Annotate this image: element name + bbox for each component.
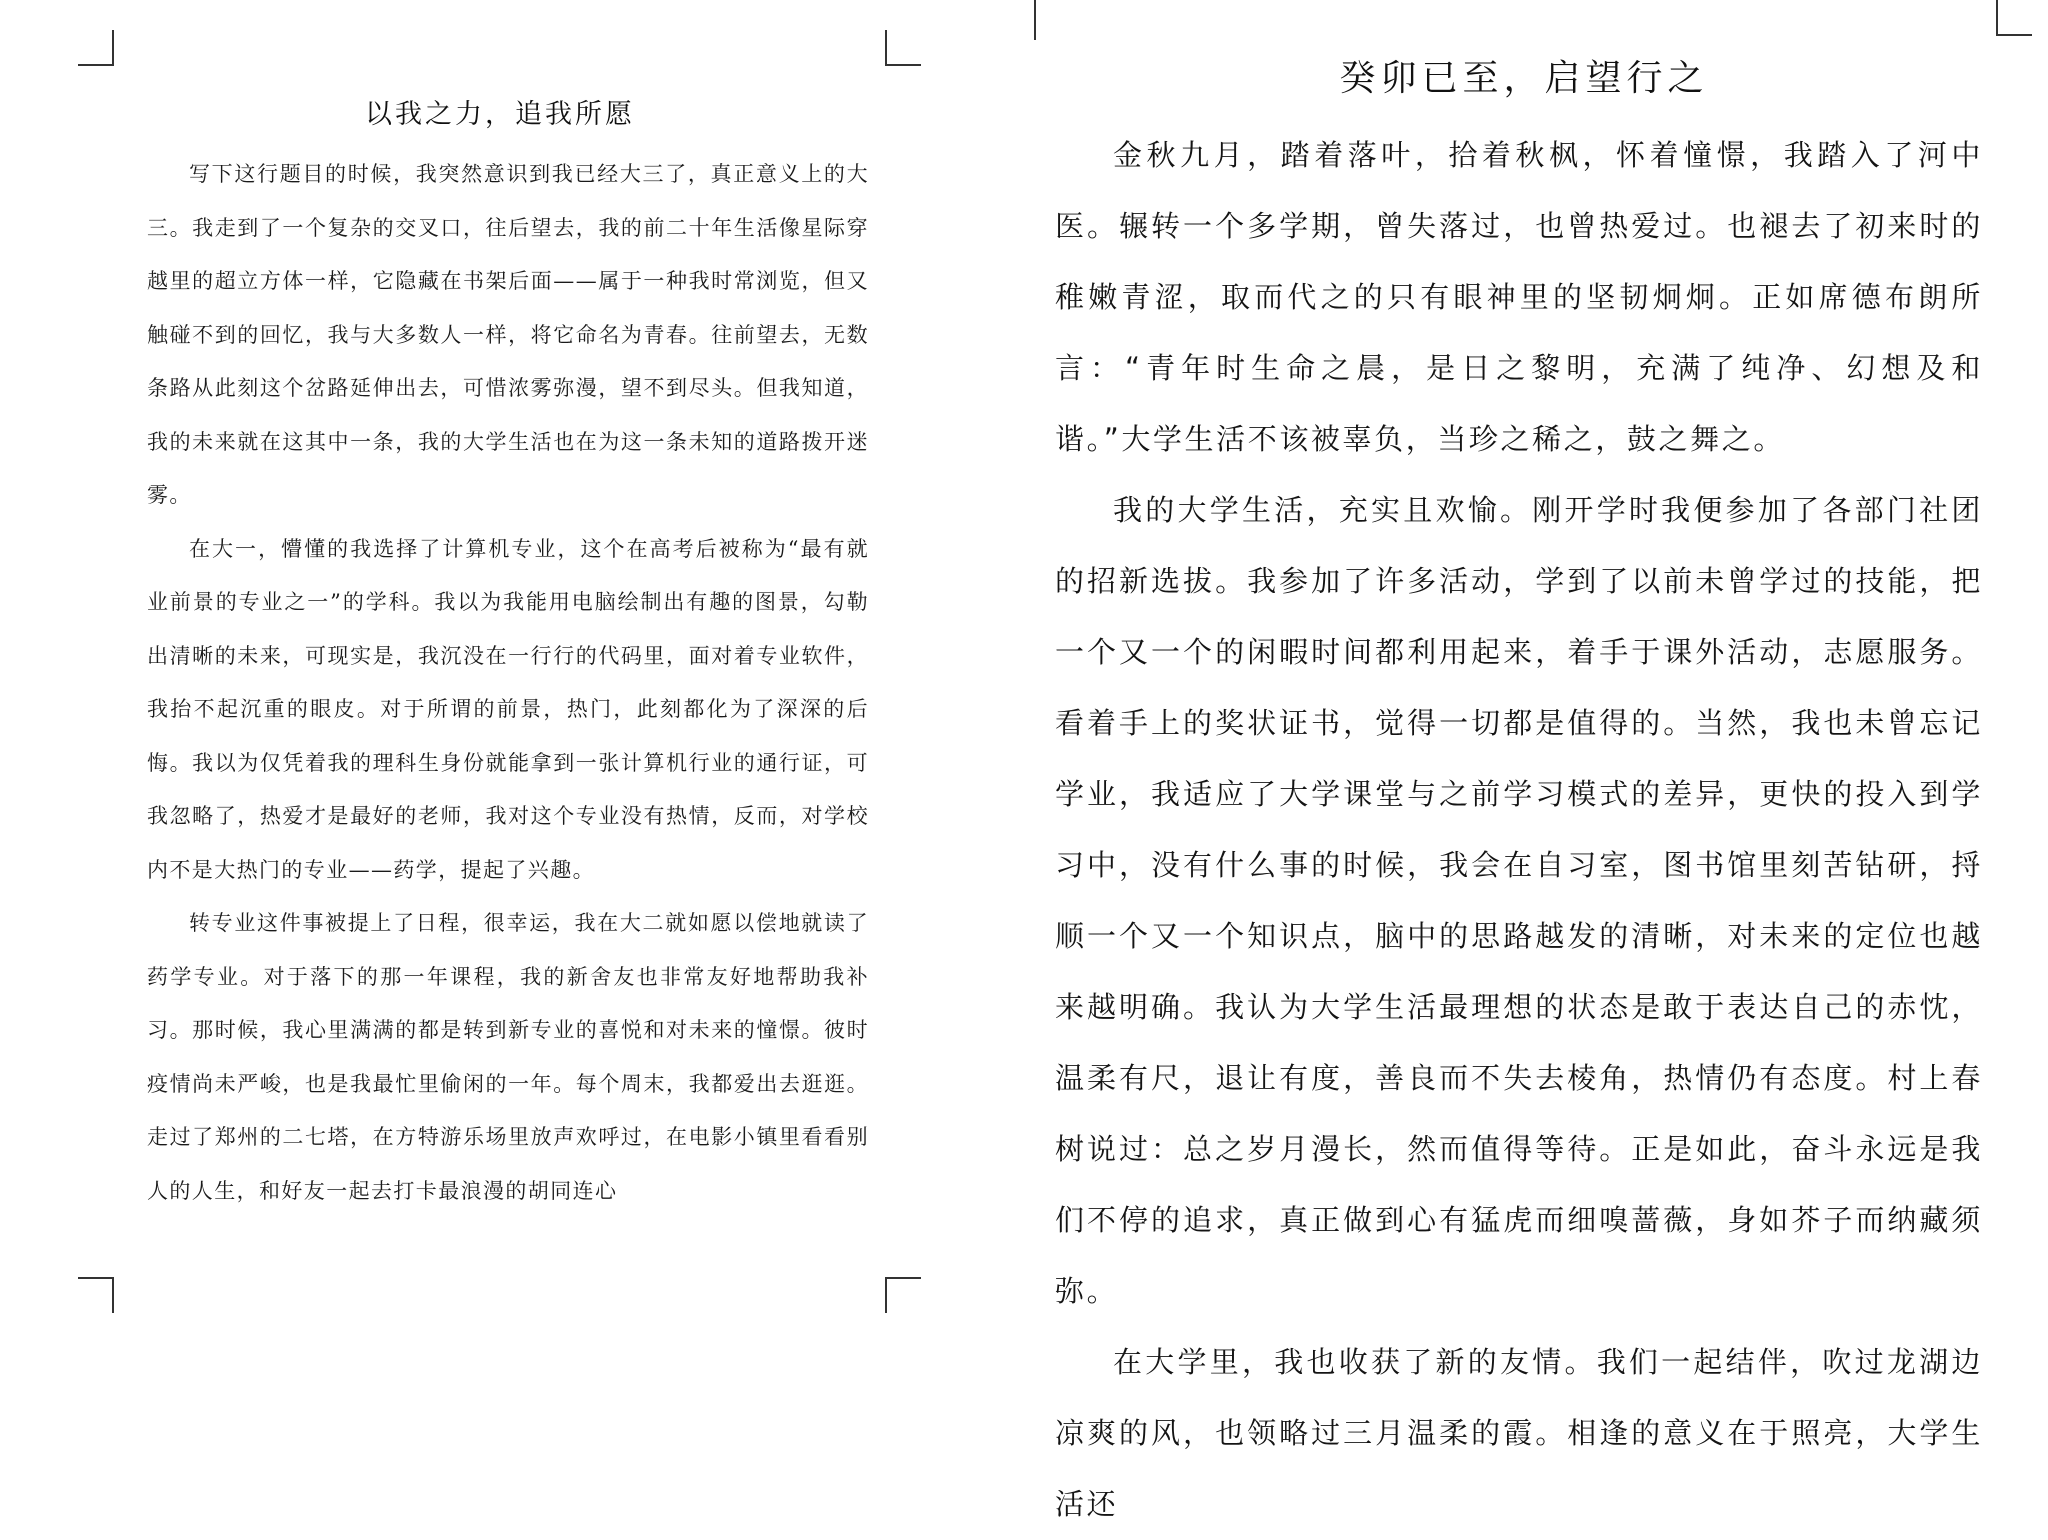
- crop-mark-bottom-left: [78, 1277, 114, 1313]
- crop-mark-top-right: [1996, 0, 2032, 36]
- left-page-title: 以我之力，追我所愿: [365, 99, 635, 130]
- left-paragraph-3: 转专业这件事被提上了日程，很幸运，我在大二就如愿以偿地就读了药学专业。对于落下的那一年课程，我的新舍友也非常友好地帮助我补习。那时候，我心里满满的都是转到新专业的喜悦和对未来的憧憬。彼时疫情尚未严峻，也是我最忙里偷闲的一年。每个周末，我都爱出去逛逛。走过了郑州的二七塔，在方特游乐场里放声欢呼过，在电影小镇里看看别人的人生，和好友一起去打卡最浪漫的胡同连心: [147, 911, 869, 1203]
- crop-mark-top-left: [78, 30, 114, 66]
- crop-mark-top-left: [1000, 0, 1036, 40]
- right-paragraph-2: 我的大学生活，充实且欢愉。刚开学时我便参加了各部门社团的招新选拔。我参加了许多活动，学到了以前未曾学过的技能，把一个又一个的闲暇时间都利用起来，着手于课外活动，志愿服务。看着手上的奖状证书，觉得一切都是值得的。当然，我也未曾忘记学业，我适应了大学课堂与之前学习模式的差异，更快的投入到学习中，没有什么事的时候，我会在自习室，图书馆里刻苦钻研，捋顺一个又一个知识点，脑中的思路越发的清晰，对未来的定位也越来越明确。我认为大学生活最理想的状态是敢于表达自己的赤忱，温柔有尺，退让有度，善良而不失去棱角，热情仍有态度。村上春树说过：总之岁月漫长，然而值得等待。正是如此，奋斗永远是我们不停的追求，真正做到心有猛虎而细嗅蔷薇，身如芥子而纳藏须弥。: [1055, 493, 1983, 1308]
- right-page-title: 癸卯已至，启望行之: [1339, 58, 1709, 99]
- right-paragraph-1: 金秋九月，踏着落叶，拾着秋枫，怀着憧憬，我踏入了河中医。辗转一个多学期，曾失落过，也曾热爱过。也褪去了初来时的稚嫩青涩，取而代之的只有眼神里的坚韧炯炯。正如席德布朗所言：“青年时生命之晨，是日之黎明，充满了纯净、幻想及和谐。”大学生活不该被辜负，当珍之稀之，鼓之舞之。: [1055, 138, 1983, 456]
- crop-mark-bottom-right: [885, 1277, 921, 1313]
- right-document-page: [1000, 0, 2048, 1521]
- left-document-page: [0, 0, 1000, 1365]
- right-paragraph-3: 在大学里，我也收获了新的友情。我们一起结伴，吹过龙湖边凉爽的风，也领略过三月温柔的霞。相逢的意义在于照亮，大学生活还: [1055, 1345, 1983, 1521]
- right-page-body: [1055, 120, 1983, 1540]
- left-page-body: [147, 148, 869, 1218]
- left-paragraph-2: 在大一，懵懂的我选择了计算机专业，这个在高考后被称为“最有就业前景的专业之一”的学科。我以为我能用电脑绘制出有趣的图景，勾勒出清晰的未来，可现实是，我沉没在一行行的代码里，面对着专业软件，我抬不起沉重的眼皮。对于所谓的前景，热门，此刻都化为了深深的后悔。我以为仅凭着我的理科生身份就能拿到一张计算机行业的通行证，可我忽略了，热爱才是最好的老师，我对这个专业没有热情，反而，对学校内不是大热门的专业——药学，提起了兴趣。: [147, 536, 869, 882]
- left-paragraph-1: 写下这行题目的时候，我突然意识到我已经大三了，真正意义上的大三。我走到了一个复杂的交叉口，往后望去，我的前二十年生活像星际穿越里的超立方体一样，它隐藏在书架后面——属于一种我时常浏览，但又触碰不到的回忆，我与大多数人一样，将它命名为青春。往前望去，无数条路从此刻这个岔路延伸出去，可惜浓雾弥漫，望不到尽头。但我知道，我的未来就在这其中一条，我的大学生活也在为这一条未知的道路拨开迷雾。: [147, 162, 869, 507]
- crop-mark-top-right: [885, 30, 921, 66]
